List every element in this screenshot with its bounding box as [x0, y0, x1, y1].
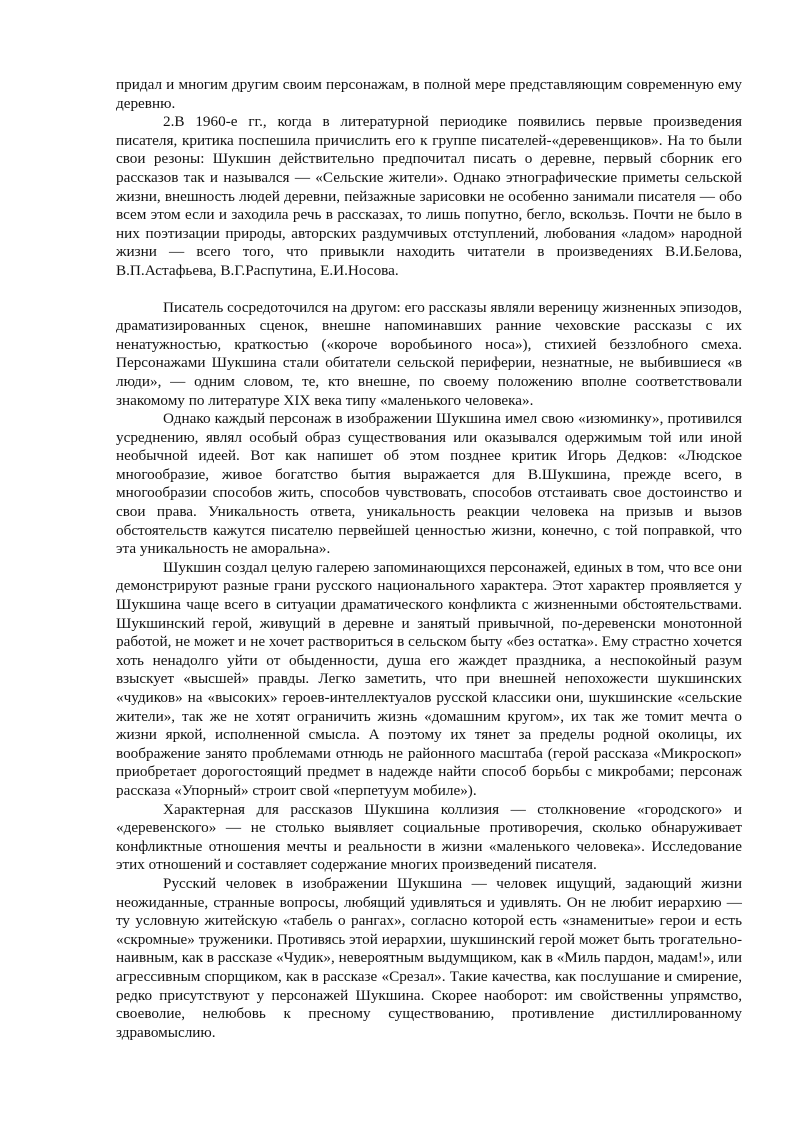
- paragraph-city-village-collision: Характерная для рассказов Шукшина коллизия — столкновение «городского» и «деревенского» — не столько выявляет социальные противоречия, сколько обнаруживает конфликтные отношения мечты и реальности в жизни «маленького человека». Исследование этих отношений и составляет содержание многих произведений писателя.: [116, 800, 742, 874]
- paragraph-character-gallery: Шукшин создал целую галерею запоминающихся персонажей, единых в том, что все они демонстрируют разные грани русского национального характера. Этот характер проявляется у Шукшина чаще всего в ситуации драматического конфликта с жизненными обстоятельствами. Шукшинский герой, живущий в деревне и занятый привычной, по-деревенски монотонной работой, не может и не хочет раствориться в сельском быту «без остатка». Ему страстно хочется хоть ненадолго уйти от обыденности, душа его жаждет праздника, а неспокойный разум взыскует «высшей» правды. Легко заметить, что при внешней непохожести шукшинских «чудиков» на «высоких» героев-интеллектуалов русской классики они, шукшинские «сельские жители», так же не хотят ограничить жизнь «домашним кругом», их так же томит мечта о жизни яркой, исполненной смысла. А поэтому их тянет за пределы родной околицы, их воображение занято проблемами отнюдь не районного масштаба (герой рассказа «Микроскоп» приобретает дорогостоящий предмет в надежде найти способ борьбы с микробами; персонаж рассказа «Упорный» строит свой «перпетуум мобиле»).: [116, 558, 742, 799]
- paragraph-critics-classification: 2.В 1960-е гг., когда в литературной периодике появились первые произведения писателя, критика поспешила причислить его к группе писателей-«деревенщиков». На то были свои резоны: Шукшин действительно предпочитал писать о деревне, первый сборник его рассказов так и назывался — «Сельские жители». Однако этнографические приметы сельской жизни, внешность людей деревни, пейзажные зарисовки не особенно занимали писателя — обо всем этом если и заходила речь в рассказах, то лишь попутно, бегло, вскользь. Почти не было в них поэтизации природы, авторских раздумчивых отступлений, любования «ладом» народной жизни — всего того, что привыкли находить читатели в произведениях В.И.Белова, В.П.Астафьева, В.Г.Распутина, Е.И.Носова.: [116, 113, 742, 279]
- paragraph-continuation: придал и многим другим своим персонажам, в полной мере представляющим современную ему деревню.: [116, 76, 742, 112]
- paragraph-character-uniqueness: Однако каждый персонаж в изображении Шукшина имел свою «изюминку», противился усреднению, являл особый образ существования или оказывался одержимым той или иной необычной идеей. Вот как напишет об этом позднее критик Игорь Дедков: «Людское многообразие, живое богатство бытия выражается для В.Шукшина, прежде всего, в многообразии способов жить, способов чувствовать, способов отстаивать свое достоинство и свои права. Уникальность ответа, уникальность реакции человека на призыв и вызов обстоятельств кажутся писателю первейшей ценностью жизни, конечно, с той поправкой, что эта уникальность не аморальна».: [116, 410, 742, 558]
- paragraph-writer-focus: Писатель сосредоточился на другом: его рассказы являли вереницу жизненных эпизодов, драматизированных сценок, внешне напоминавших ранние чеховские рассказы с их ненатужностью, краткостью («короче воробьиного носа»), стихией беззлобного смеха. Персонажами Шукшина стали обитатели сельской периферии, незнатные, не выбившиеся «в люди», — одним словом, те, кто внешне, по своему положению вполне соответствовали знакомому по литературе XIX века типу «маленького человека».: [116, 298, 742, 409]
- document-page: [116, 76, 742, 1042]
- paragraph-searching-person: Русский человек в изображении Шукшина — человек ищущий, задающий жизни неожиданные, странные вопросы, любящий удивляться и удивлять. Он не любит иерархию — ту условную житейскую «табель о рангах», согласно которой есть «знаменитые» герои и есть «скромные» труженики. Противясь этой иерархии, шукшинский герой может быть трогательно-наивным, как в рассказе «Чудик», невероятным выдумщиком, как в «Миль пардон, мадам!», или агрессивным спорщиком, как в рассказе «Срезал». Такие качества, как послушание и смирение, редко присутствуют у персонажей Шукшина. Скорее наоборот: им свойственны упрямство, своеволие, нелюбовь к пресному существованию, противление дистиллированному здравомыслию.: [116, 874, 742, 1041]
